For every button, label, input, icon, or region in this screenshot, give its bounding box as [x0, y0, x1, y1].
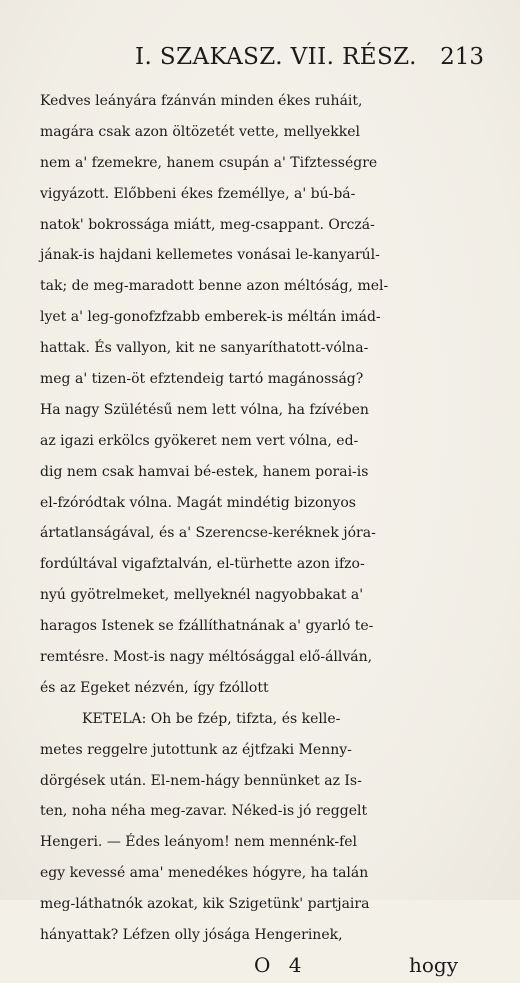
text-line: dörgések után. El-nem-hágy bennünket az Is- — [40, 772, 362, 789]
text-line: ártatlanságával, és a' Szerencse-keréknek jóra- — [40, 525, 376, 542]
text-line: Ha nagy Szülétésű nem lett vólna, ha fzívében — [40, 401, 369, 418]
text-line: hattak. És vallyon, kit ne sanyaríthatott-vólna- — [40, 340, 369, 357]
text-line: hányattak? Léfzen olly jósága Hengerinek, — [40, 927, 343, 944]
text-line: magára csak azon öltözetét vette, mellyekkel — [40, 123, 361, 140]
text-line: nem a' fzemekre, hanem csupán a' Tifztességre — [40, 154, 378, 171]
text-line: nyú gyötrelmeket, mellyeknél nagyobbakat a' — [40, 587, 364, 604]
page-footer — [40, 953, 490, 983]
text-line: Kedves leányára fzánván minden ékes ruháit, — [40, 93, 363, 109]
text-line: ten, noha néha meg-zavar. Néked-is jó reggelt — [40, 803, 368, 820]
text-line: remtésre. Most-is nagy méltósággal elő-állván, — [40, 649, 373, 666]
page-header — [135, 36, 490, 78]
text-line: haragos Istenek se fzállíthatnának a' gyarló te- — [40, 618, 374, 635]
running-head: I. SZAKASZ. VII. RÉSZ. — [135, 44, 417, 70]
page-number: 213 — [440, 44, 484, 70]
text-line: meg a' tizen-öt efztendeig tartó magánosság? — [40, 371, 364, 388]
text-line: fordúltával vigafztalván, el-türhette azon ifzo- — [40, 556, 365, 573]
text-line: tak; de meg-maradott benne azon méltóság, mel- — [40, 278, 389, 295]
text-line: natok' bokrossága miátt, meg-csappant. Orczá- — [40, 216, 375, 233]
body-text — [40, 86, 490, 951]
text-line: el-fzóródtak vólna. Magát mindétig bizonyos — [40, 494, 356, 511]
catchword: hogy — [408, 952, 458, 977]
text-line: dig nem csak hamvai bé-estek, hanem porai-is — [40, 463, 369, 480]
signature-mark: O 4 — [254, 952, 308, 977]
text-line: jának-is hajdani kellemetes vonásai le-kanyarúl- — [40, 247, 380, 264]
text-line: metes reggelre jutottunk az éjtfzaki Menny- — [40, 741, 352, 758]
text-line: Hengeri. — Édes leányom! nem mennénk-fel — [40, 834, 358, 851]
text-line: és az Egeket nézvén, így fzóllott — [40, 679, 269, 696]
text-line: vigyázott. Előbbeni ékes fzeméllye, a' bú-bá- — [40, 185, 356, 202]
text-line: egy kevessé ama' menedékes hógyre, ha talán — [40, 865, 369, 882]
text-line: meg-láthatnók azokat, kik Szigetünk' partjaira — [40, 896, 370, 913]
text-line: lyet a' leg-gonofzfzabb emberek-is méltán imád- — [40, 309, 381, 326]
speaker-line: KETELA: Oh be fzép, tifzta, és kelle- — [82, 710, 341, 727]
text-line: az igazi erkölcs gyökeret nem vert vólna, ed- — [40, 432, 359, 449]
